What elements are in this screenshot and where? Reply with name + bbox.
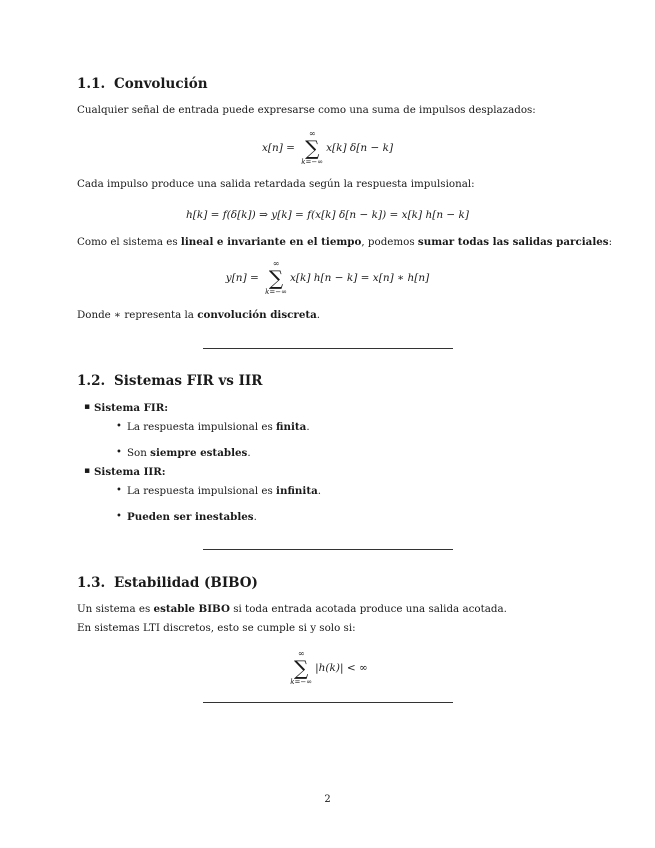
- horizontal-rule: [203, 348, 453, 349]
- bold-term: lineal e invariante en el tiempo: [180, 236, 362, 248]
- paragraph: Cualquier señal de entrada puede expresarse como una suma de impulsos desplazados:: [77, 104, 536, 116]
- list-subitem: • Pueden ser inestables.: [127, 511, 257, 523]
- equation-rhs: |h(k)| < ∞: [315, 662, 368, 674]
- list-item-fir: ▪ Sistema FIR:: [94, 402, 168, 414]
- list-subitem: • La respuesta impulsional es finita.: [127, 421, 310, 433]
- equation-rhs: x[k] h[n − k] = x[n] ∗ h[n]: [289, 272, 430, 284]
- section-title: Estabilidad (BIBO): [114, 575, 258, 591]
- equation-lhs: y[n] =: [225, 272, 263, 284]
- paragraph-definition: Donde ∗ representa la convolución discreta.: [77, 309, 321, 321]
- summation-symbol: ∞ ∑ k=−∞: [301, 129, 324, 166]
- section-number: 1.1.: [77, 76, 106, 92]
- paragraph-bibo: Un sistema es estable BIBO si toda entrada acotada produce una salida acotada.: [77, 603, 507, 615]
- equation-rhs: x[k] δ[n − k]: [326, 142, 394, 154]
- summation-symbol: ∞ ∑ k=−∞: [265, 259, 287, 296]
- list-item-iir: ▪ Sistema IIR:: [94, 466, 166, 478]
- section-title: Sistemas FIR vs IIR: [114, 373, 263, 389]
- section-number: 1.2.: [77, 373, 106, 389]
- bold-term: estable BIBO: [153, 603, 230, 615]
- equation-bibo-condition: [0, 650, 655, 686]
- paragraph-lti: Como el sistema es lineal e invariante en el tiempo, podemos sumar todas las salidas parciales:: [77, 236, 613, 248]
- equation-text: h[k] = f(δ[k]) ⇒ y[k] = f(x[k] δ[n − k]) = x[k] h[n − k]: [185, 209, 470, 221]
- section-heading-fir-iir: [77, 373, 262, 389]
- equation-impulse-response: [0, 209, 655, 221]
- paragraph: En sistemas LTI discretos, esto se cumple si y solo si:: [77, 622, 356, 634]
- list-subitem: • La respuesta impulsional es infinita.: [127, 485, 321, 497]
- section-number: 1.3.: [77, 575, 106, 591]
- bold-term: convolución discreta: [197, 309, 317, 321]
- section-title: Convolución: [114, 76, 208, 92]
- list-subitem: • Son siempre estables.: [127, 447, 251, 459]
- equation-lhs: x[n] =: [261, 142, 299, 154]
- horizontal-rule: [203, 549, 453, 550]
- summation-symbol: ∞ ∑ k=−∞: [290, 649, 313, 686]
- page-number: 2: [324, 794, 331, 805]
- section-heading-convolucion: [77, 76, 208, 92]
- horizontal-rule: [203, 702, 453, 703]
- equation-signal-decomposition: [0, 130, 655, 166]
- equation-convolution: [0, 260, 655, 296]
- bold-term: sumar todas las salidas parciales: [417, 236, 609, 248]
- paragraph: Cada impulso produce una salida retardada según la respuesta impulsional:: [77, 178, 475, 190]
- section-heading-estabilidad: [77, 575, 258, 591]
